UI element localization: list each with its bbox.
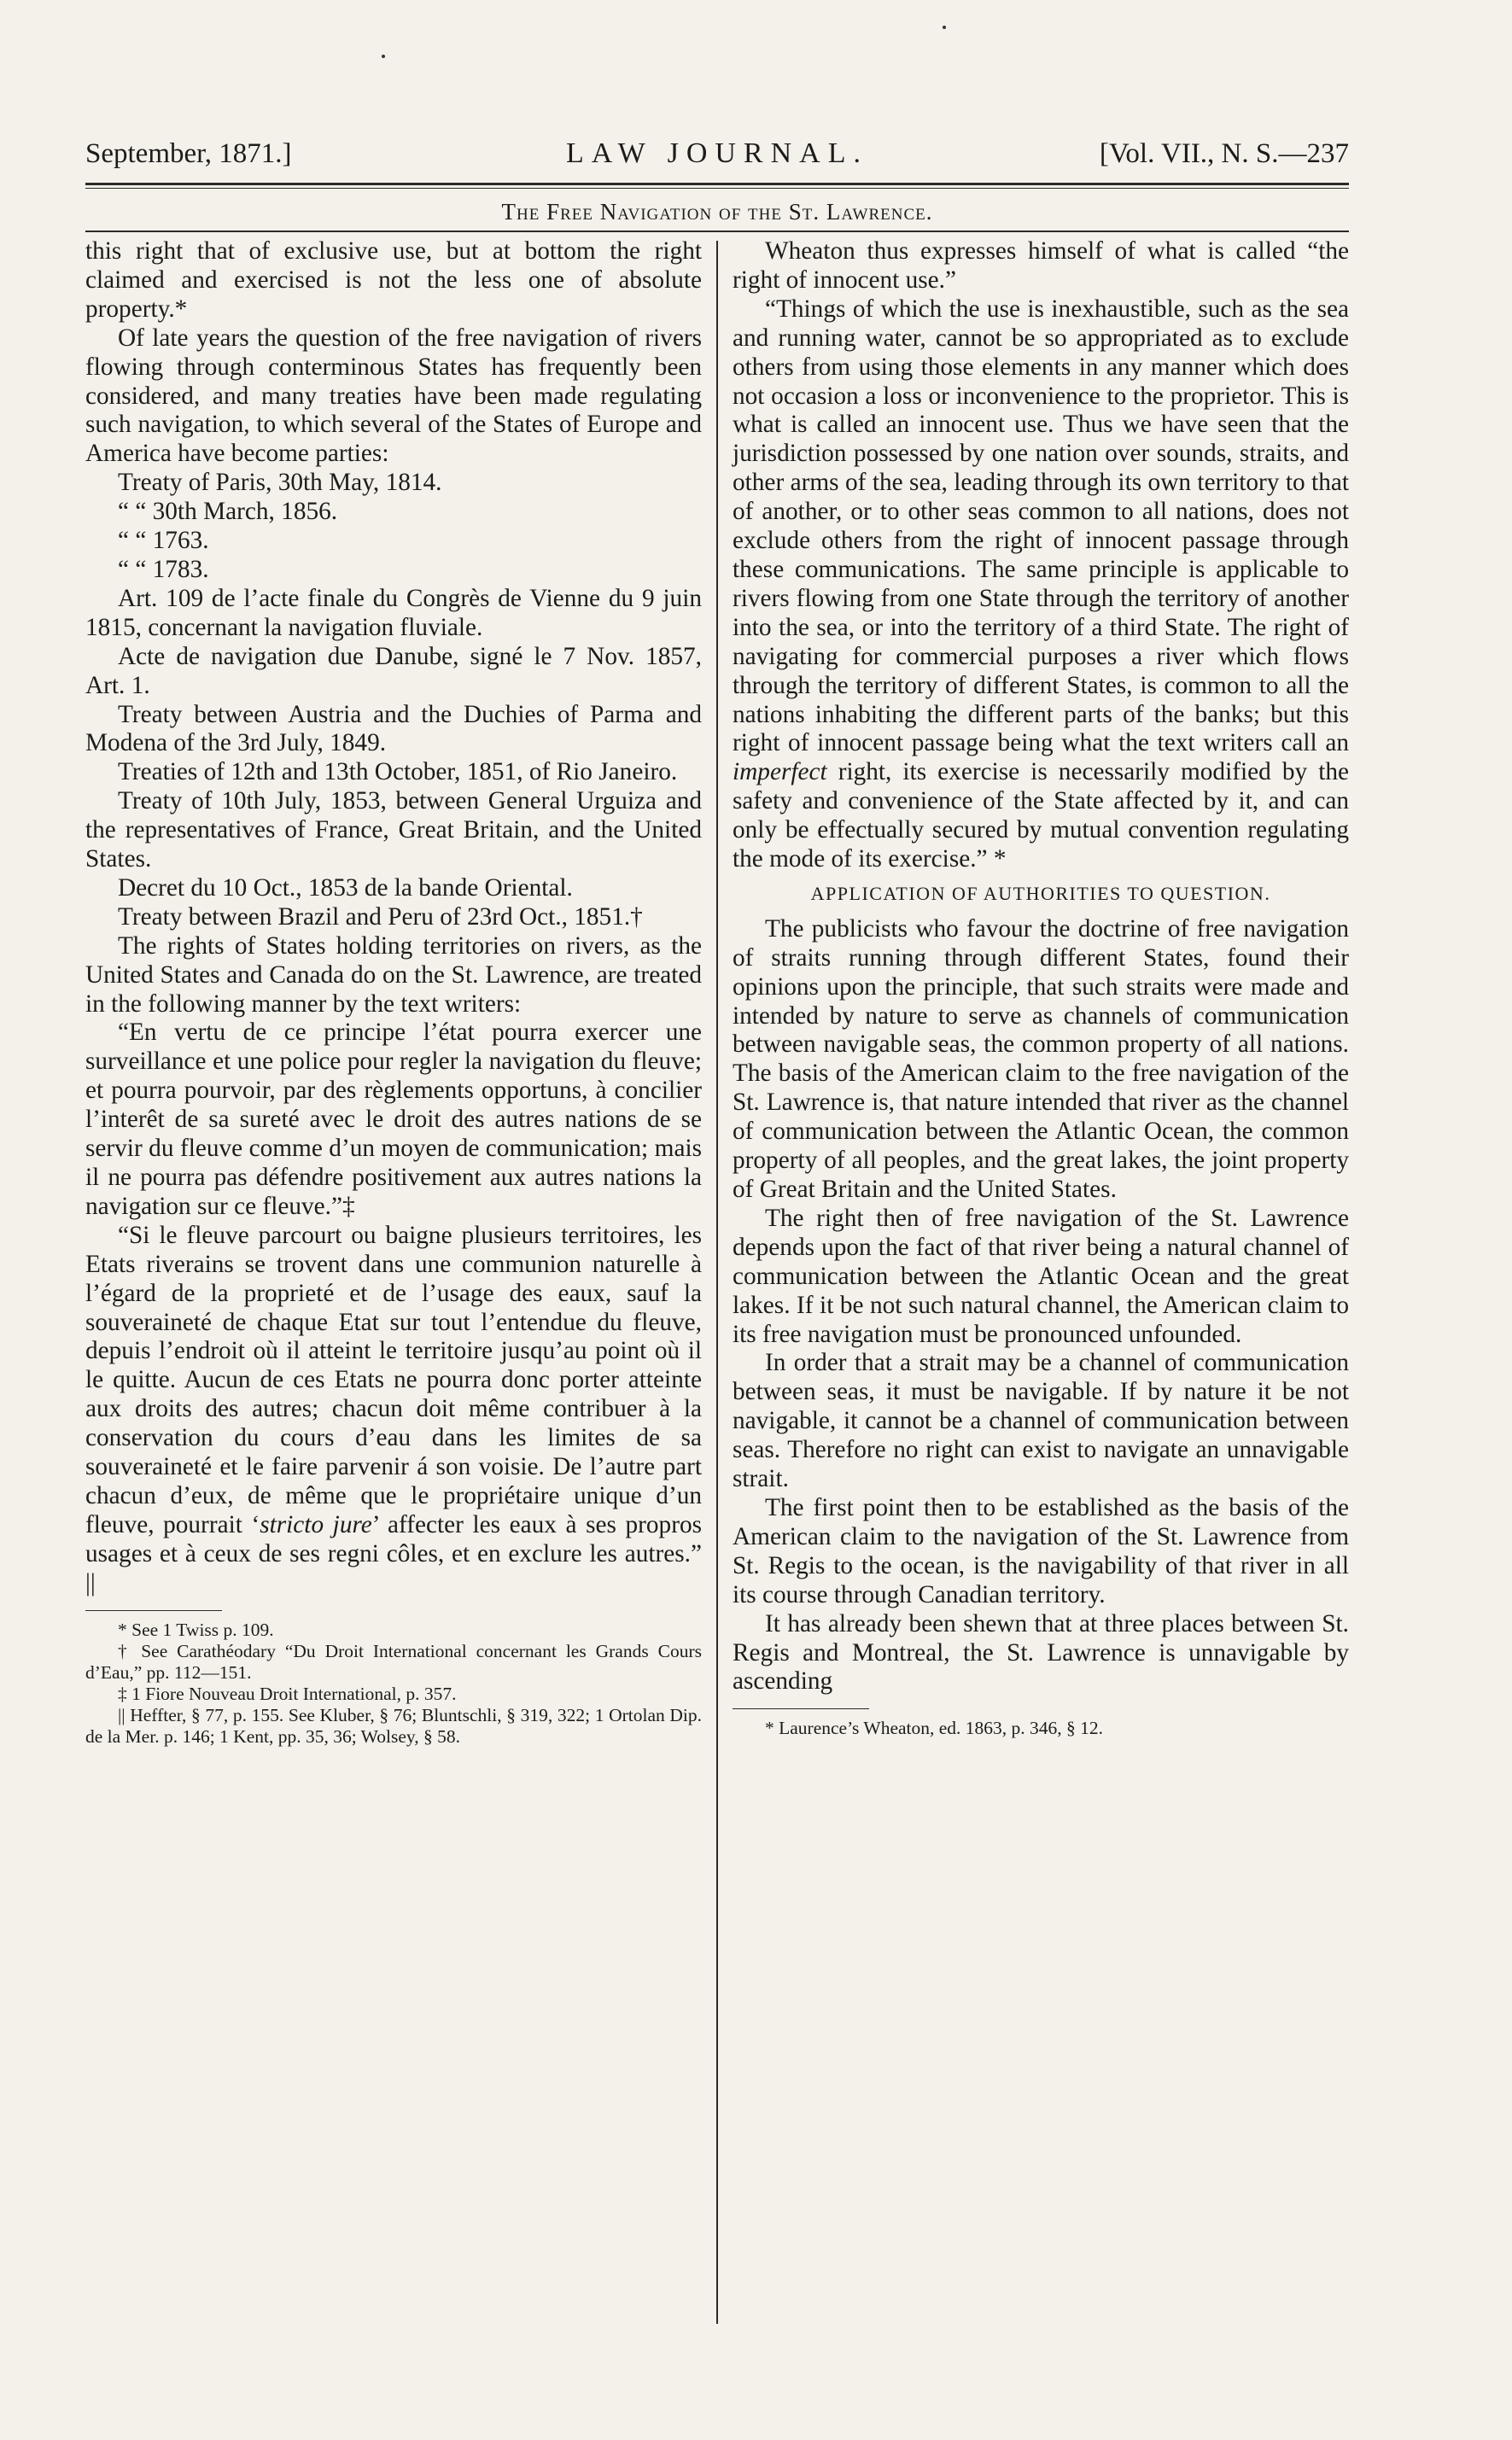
paragraph: Art. 109 de l’acte finale du Congrès de Vienne du 9 juin 1815, concernant la navigation fluviale. [85,584,702,641]
scan-speck [943,26,946,29]
section-title: The Free Navigation of the St. Lawrence. [501,199,933,225]
paragraph: Treaties of 12th and 13th October, 1851, of Rio Janeiro. [118,758,678,786]
treaty-list-item: “ “ 30th March, 1856. [118,498,338,526]
footnote-rule [85,1610,222,1611]
treaty-list-item: “ “ 1763. [118,527,209,555]
footnote: † See Carathéodary “Du Droit International concernant les Grands Cours d’Eau,” pp. 112—151. [85,1640,702,1683]
paragraph: Decret du 10 Oct., 1853 de la bande Oriental. [118,873,573,902]
paragraph: Acte de navigation due Danube, signé le 7 Nov. 1857, Art. 1. [85,642,702,699]
footnote-rule [733,1708,869,1709]
italic-phrase: stricto jure [260,1510,372,1538]
quotation-text: ’ affecter les eaux à ses propros usages et à ceux de ses regni côles, et en exclure les autres.” || [85,1510,702,1597]
left-column [85,237,716,2324]
paragraph: Treaty of 10th July, 1853, between General Urguiza and the representatives of France, Great Britain, and the United States. [85,787,702,873]
paragraph: The rights of States holding territories on rivers, as the United States and Canada do on the St. Lawrence, are treated in the following manner by the text writers: [85,931,702,1018]
italic-word: imperfect [733,758,827,786]
header-rule-thin [85,188,1349,189]
paragraph: Treaty between Austria and the Duchies of Parma and Modena of the 3rd July, 1849. [85,700,702,757]
treaty-list-item: “ “ 1783. [118,555,209,583]
footnote: ‡ 1 Fiore Nouveau Droit International, p. 357. [118,1683,457,1704]
header-date: September, 1871.] [85,138,292,169]
paragraph: this right that of exclusive use, but at bottom the right claimed and exercised is not the less one of absolute property.* [85,237,702,323]
quotation: “En vertu de ce principe l’état pourra exercer une surveillance et une police pour regler la navigation du fleuve; et pourra pourvoir, par des règlements opportuns, à concilier l’interêt de sa sureté avec le droit des autres nations de se servir du fleuve comme d’un moyen de communication; mais il ne pourra pas défendre positivement aux autres nations la navigation sur ce fleuve.”‡ [85,1019,702,1220]
header-journal: LAW JOURNAL. [566,137,868,169]
paragraph: The publicists who favour the doctrine of free navigation of straits running through different States, found their opinions upon the principle, that such straits were made and intended by nature to serve as channels of communication between navigable seas, the common property of all nations. The basis of the American claim to the free navigation of the St. Lawrence is, that nature intended that river as the channel of communication between the Atlantic Ocean, the common property of all peoples, and the great lakes, the joint property of Great Britain and the United States. [733,914,1349,1203]
paragraph: Wheaton thus expresses himself of what is called “the right of innocent use.” [733,237,1349,294]
two-column-body [85,237,1349,2324]
paragraph: Of late years the question of the free navigation of rivers flowing through conterminous States has frequently been considered, and many treaties have been made regulating such navigation, to which several of the States of Europe and America have become parties: [85,324,702,468]
paragraph: It has already been shewn that at three places between St. Regis and Montreal, the St. Lawrence is unnavigable by ascending [733,1609,1349,1696]
quotation [733,295,1349,874]
paragraph: In order that a strait may be a channel of communication between seas, it must be navigable. If by nature it be not navigable, it cannot be a channel of communication between seas. Therefore no right can exist to navigate an unnavigable strait. [733,1349,1349,1493]
paragraph: The right then of free navigation of the St. Lawrence depends upon the fact of that river being a natural channel of communication between the Atlantic Ocean and the great lakes. If it be not such natural channel, the American claim to its free navigation must be pronounced unfounded. [733,1204,1349,1348]
quotation [85,1222,702,1598]
header-rule [85,183,1349,185]
scan-speck [382,55,385,58]
header-volume: [Vol. VII., N. S.—237 [1099,138,1349,169]
title-rule [85,231,1349,232]
running-head [85,128,1349,179]
quotation-text: “Si le fleuve parcourt ou baigne plusieurs territoires, les Etats riverains se trovent dans une communion naturelle à l’égard de la proprieté et de l’usage des eaux, sauf la souveraineté de chaque Etat sur tout l’entendue du fleuve, depuis l’endroit où il atteint le territoire jusqu’au point où il le quitte. Aucun de ces Etats ne pourra donc porter atteinte aux droits des autres; chacun doit même contribuer à la conservation du cours d’eau dans les limites de sa souveraineté et le faire parvenir á son voisie. De l’autre part chacun d’eux, de même que le propriétaire unique d’un fleuve, pourrait ‘ [85,1221,702,1538]
quotation-text: right, its exercise is necessarily modified by the safety and convenience of the State affected by it, and can only be effectually secured by mutual convention regulating the mode of its exercise.” * [733,758,1349,873]
quotation-text: “Things of which the use is inexhaustible, such as the sea and running water, cannot be so appropriated as to exclude others from using those elements in any manner which does not occasion a loss or inconvenience to the proprietor. This is what is called an innocent use. Thus we have seen that the jurisdiction possessed by one nation over sounds, straits, and other arms of the sea, leading through its own territory to that of another, or to other seas common to all nations, does not exclude others from the right of innocent passage through these communications. The same principle is applicable to rivers flowing from one State through the territory of another into the sea, or into the territory of a third State. The right of navigating for commercial purposes a river which flows through the territory of different States, is common to all the nations inhabiting the different parts of the banks; but this right of innocent passage being what the text writers call an [733,295,1349,757]
right-column [718,237,1349,2324]
journal-page [85,128,1349,2433]
subheading: APPLICATION OF AUTHORITIES TO QUESTION. [810,882,1271,904]
treaty-list-item: Treaty of Paris, 30th May, 1814. [118,469,442,497]
paragraph: The first point then to be established as the basis of the American claim to the navigation of the St. Lawrence from St. Regis to the ocean, is the navigability of that river in all its course through Canadian territory. [733,1493,1349,1608]
footnote: || Heffter, § 77, p. 155. See Kluber, § 76; Bluntschli, § 319, 322; 1 Ortolan Dip. de la Mer. p. 146; 1 Kent, pp. 35, 36; Wolsey, § 58. [85,1704,702,1747]
footnote: * Laurence’s Wheaton, ed. 1863, p. 346, § 12. [765,1718,1104,1739]
footnote: * See 1 Twiss p. 109. [118,1619,274,1640]
paragraph: Treaty between Brazil and Peru of 23rd Oct., 1851.† [118,902,643,931]
